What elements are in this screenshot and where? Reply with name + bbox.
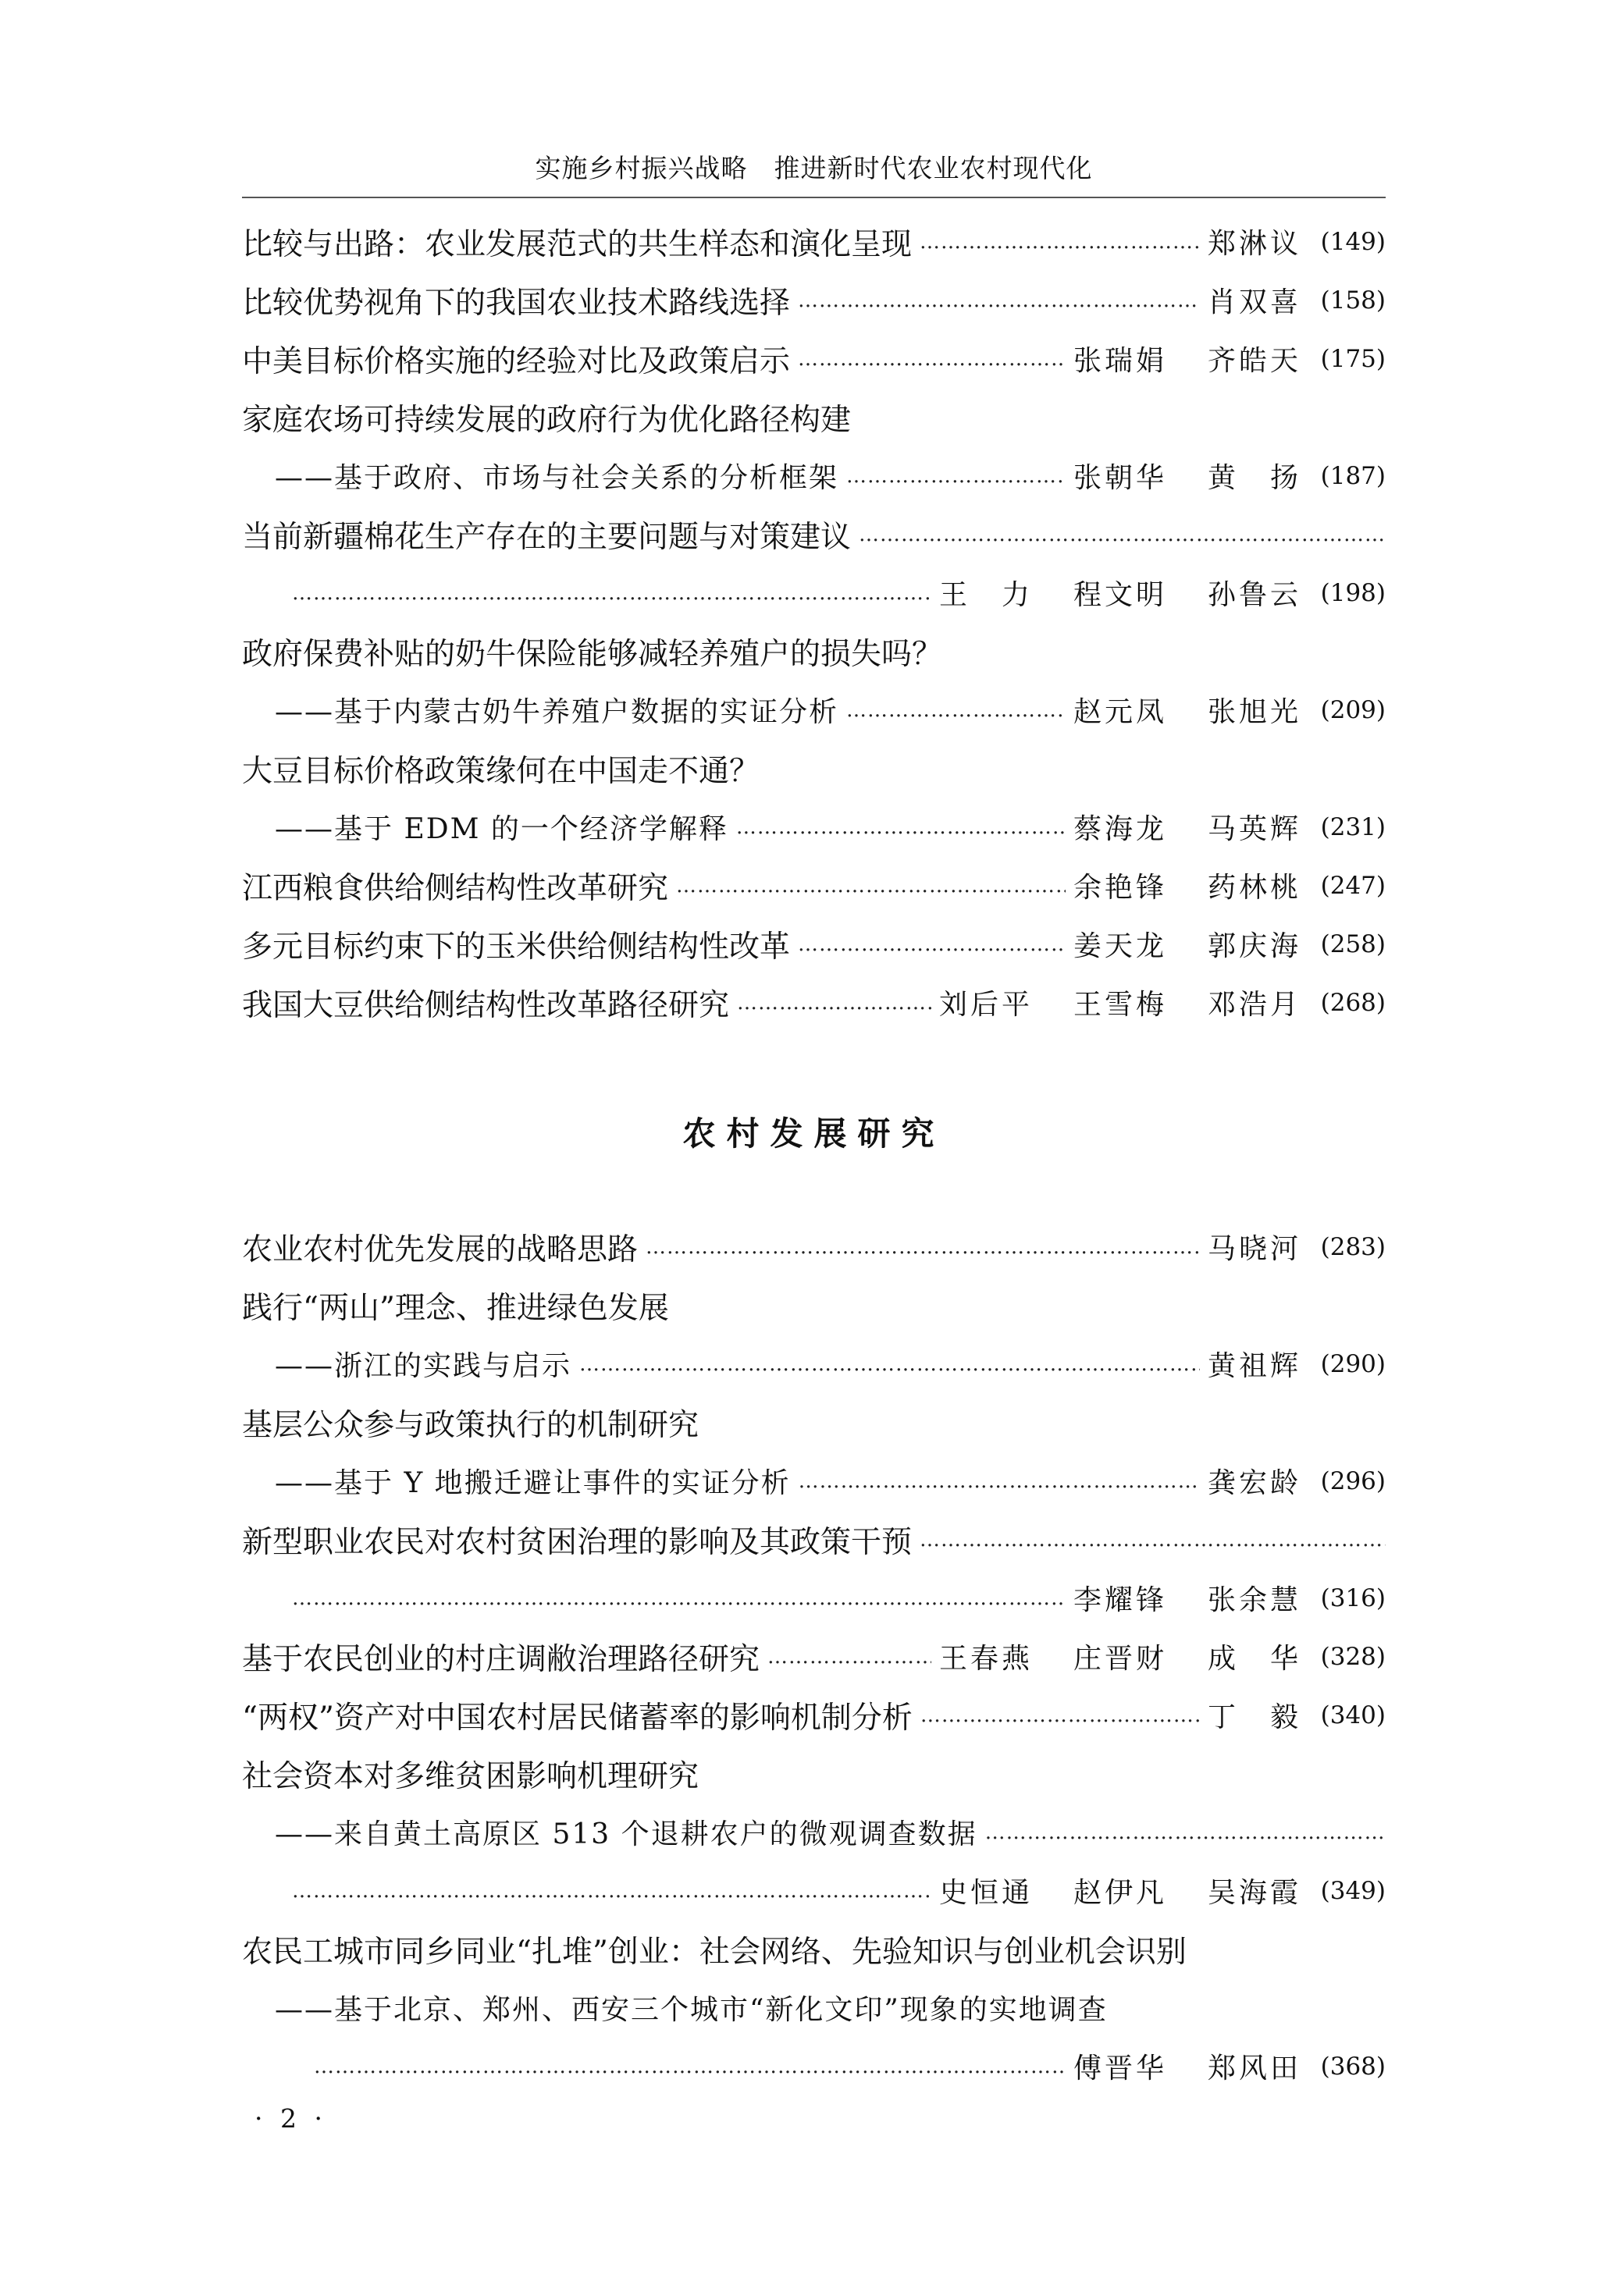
entry-page: (283)	[1320, 1232, 1386, 1261]
toc-entry-continued[interactable]	[242, 681, 1386, 739]
page-number: · 2 ·	[254, 2103, 327, 2134]
toc-entry-continued[interactable]	[242, 1452, 1386, 1510]
entry-page: (247)	[1320, 871, 1386, 900]
entry-page: (328)	[1320, 1642, 1386, 1671]
author: 傅晋华	[1073, 2053, 1167, 2085]
toc-entry[interactable]	[242, 622, 1386, 681]
author: 郑淋议	[1207, 228, 1301, 260]
leader-dots	[920, 1704, 1200, 1727]
entry-page: (198)	[1320, 578, 1386, 607]
author: 马晓河	[1207, 1233, 1301, 1265]
entry-authors	[1208, 1695, 1301, 1735]
author: 庄晋财	[1073, 1643, 1167, 1675]
entry-subtitle: ——基于北京、郑州、西安三个城市“新化文印”现象的实地调查	[275, 1994, 1108, 2026]
entry-authors	[939, 983, 1301, 1022]
entry-title: 基层公众参与政策执行的机制研究	[242, 1407, 699, 1443]
leader-dots	[846, 464, 1066, 488]
author: 王 力	[938, 579, 1033, 611]
toc-entry[interactable]	[242, 1744, 1386, 1803]
author: 张余慧	[1207, 1584, 1301, 1616]
entry-authors	[1208, 222, 1301, 261]
leader-dots	[798, 347, 1066, 371]
toc-entry[interactable]	[242, 739, 1386, 798]
toc-entry-continued[interactable]	[242, 1335, 1386, 1393]
entry-title: 当前新疆棉花生产存在的主要问题与对策建议	[242, 519, 852, 555]
toc-entry[interactable]	[242, 1217, 1386, 1276]
toc-entry[interactable]	[242, 388, 1386, 446]
author: 孙鲁云	[1207, 579, 1301, 611]
leader-dots	[920, 1528, 1386, 1551]
author: 张旭光	[1207, 696, 1301, 728]
toc-entry-continued[interactable]	[242, 446, 1386, 505]
toc-entry[interactable]	[242, 1393, 1386, 1452]
entry-title: 比较优势视角下的我国农业技术路线选择	[242, 285, 791, 321]
author: 姜天龙	[1073, 930, 1167, 962]
entry-title: 基于农民创业的村庄调敝治理路径研究	[242, 1641, 760, 1677]
leader-dots	[767, 1645, 931, 1669]
entry-title: 大豆目标价格政策缘何在中国走不通？	[242, 753, 760, 789]
author: 邓浩月	[1207, 989, 1301, 1021]
author: 肖双喜	[1207, 286, 1301, 318]
leader-dots	[798, 933, 1066, 956]
toc-entry[interactable]	[242, 505, 1386, 563]
author: 齐皓天	[1207, 345, 1301, 377]
leader-dots	[292, 1879, 931, 1903]
author: 郭庆海	[1207, 930, 1301, 962]
entry-page: (290)	[1320, 1349, 1386, 1378]
toc-entry-continued[interactable]	[242, 1569, 1386, 1627]
entry-authors	[1073, 2046, 1301, 2086]
toc-entry[interactable]	[242, 271, 1386, 329]
toc-entry[interactable]	[242, 1510, 1386, 1569]
entry-authors	[1073, 865, 1301, 905]
author: 赵伊凡	[1073, 1877, 1167, 1909]
author: 成 华	[1207, 1643, 1301, 1675]
entry-title: 农民工城市同乡同业“扎堆”创业：社会网络、先验知识与创业机会识别	[242, 1934, 1187, 1970]
entry-page: (231)	[1320, 812, 1386, 841]
author: 黄祖辉	[1207, 1350, 1301, 1382]
toc-entry[interactable]	[242, 212, 1386, 271]
entry-title: 中美目标价格实施的经验对比及政策启示	[242, 343, 791, 379]
entry-authors	[1208, 1344, 1301, 1384]
author: 药林桃	[1207, 872, 1301, 904]
toc-entry-continued[interactable]	[242, 1861, 1386, 1920]
leader-dots	[292, 1587, 1066, 1610]
entry-page: (296)	[1320, 1466, 1386, 1495]
section-heading: 农村发展研究	[682, 1114, 945, 1153]
entry-page: (349)	[1320, 1876, 1386, 1905]
entry-authors	[1073, 339, 1301, 379]
entry-title: 农业农村优先发展的战略思路	[242, 1232, 639, 1267]
entry-authors	[1073, 690, 1301, 730]
author: 张瑞娟	[1073, 345, 1167, 377]
leader-dots	[736, 816, 1066, 839]
toc-entry-continued[interactable]	[242, 563, 1386, 622]
entry-title: 新型职业农民对农村贫困治理的影响及其政策干预	[242, 1524, 913, 1560]
entry-title: 家庭农场可持续发展的政府行为优化路径构建	[242, 402, 852, 438]
entry-page: (158)	[1320, 286, 1386, 315]
author: 丁 毅	[1207, 1701, 1301, 1733]
entry-title: 比较与出路：农业发展范式的共生样态和演化呈现	[242, 226, 913, 262]
toc-entry-continued[interactable]	[242, 2037, 1386, 2095]
entry-authors	[1208, 280, 1301, 320]
toc-entry[interactable]	[242, 856, 1386, 915]
entry-authors	[1208, 1227, 1301, 1267]
toc-entry-continued[interactable]	[242, 1978, 1386, 2037]
entry-subtitle: ——浙江的实践与启示	[275, 1350, 572, 1382]
running-header: 实施乡村振兴战略 推进新时代农业农村现代化	[535, 153, 1093, 183]
entry-subtitle: ——基于政府、市场与社会关系的分析框架	[275, 462, 839, 494]
author: 龚宏龄	[1207, 1467, 1301, 1499]
author: 张朝华	[1073, 462, 1167, 494]
author: 王春燕	[938, 1643, 1033, 1675]
entry-title: 我国大豆供给侧结构性改革路径研究	[242, 987, 730, 1023]
entry-authors	[939, 1637, 1301, 1676]
leader-dots	[676, 874, 1066, 897]
leader-dots	[985, 1821, 1386, 1844]
leader-dots	[846, 698, 1066, 722]
leader-dots	[798, 289, 1200, 312]
leader-dots	[737, 991, 931, 1015]
header-rule	[242, 197, 1386, 198]
author: 黄 扬	[1207, 462, 1301, 494]
author: 李耀锋	[1073, 1584, 1167, 1616]
toc-entry[interactable]	[242, 1276, 1386, 1335]
entry-title: 践行“两山”理念、推进绿色发展	[242, 1290, 669, 1326]
toc-entry[interactable]	[242, 973, 1386, 1032]
entry-authors	[1073, 1578, 1301, 1618]
toc-entry[interactable]	[242, 1920, 1386, 1978]
author: 赵元凤	[1073, 696, 1167, 728]
entry-authors	[1073, 924, 1301, 964]
entry-title: 政府保费补贴的奶牛保险能够减轻养殖户的损失吗？	[242, 636, 943, 672]
leader-dots	[920, 230, 1200, 254]
author: 程文明	[1073, 579, 1167, 611]
entry-authors	[939, 573, 1301, 613]
leader-dots	[859, 523, 1386, 546]
entry-authors	[1073, 807, 1301, 847]
entry-title: “两权”资产对中国农村居民储蓄率的影响机制分析	[242, 1700, 913, 1736]
author: 蔡海龙	[1073, 813, 1167, 845]
leader-dots	[314, 2055, 1066, 2078]
entry-title: 社会资本对多维贫困影响机理研究	[242, 1758, 699, 1794]
entry-page: (368)	[1320, 2052, 1386, 2081]
entry-authors	[939, 1871, 1301, 1910]
entry-authors	[1073, 456, 1301, 496]
toc-entry-continued[interactable]	[242, 1803, 1386, 1861]
entry-title: 多元目标约束下的玉米供给侧结构性改革	[242, 929, 791, 965]
toc-entry[interactable]	[242, 1627, 1386, 1686]
author: 余艳锋	[1073, 872, 1167, 904]
entry-page: (340)	[1320, 1701, 1386, 1729]
entry-page: (209)	[1320, 695, 1386, 724]
toc-entry-continued[interactable]	[242, 798, 1386, 856]
entry-subtitle: ——基于 EDM 的一个经济学解释	[275, 813, 728, 845]
author: 刘后平	[938, 989, 1033, 1021]
leader-dots	[646, 1235, 1200, 1259]
entry-page: (268)	[1320, 988, 1386, 1017]
toc-entry[interactable]	[242, 1686, 1386, 1744]
author: 史恒通	[938, 1877, 1033, 1909]
entry-subtitle: ——基于 Y 地搬迁避让事件的实证分析	[275, 1467, 791, 1499]
entry-page: (187)	[1320, 461, 1386, 490]
entry-page: (258)	[1320, 929, 1386, 958]
author: 马英辉	[1207, 813, 1301, 845]
entry-subtitle: ——基于内蒙古奶牛养殖户数据的实证分析	[275, 696, 839, 728]
author: 郑风田	[1207, 2053, 1301, 2085]
entry-title: 江西粮食供给侧结构性改革研究	[242, 870, 669, 906]
entry-page: (149)	[1320, 227, 1386, 256]
author: 吴海霞	[1207, 1877, 1301, 1909]
entry-subtitle: ——来自黄土高原区 513 个退耕农户的微观调查数据	[275, 1818, 977, 1850]
entry-page: (316)	[1320, 1583, 1386, 1612]
toc-top	[242, 212, 1386, 1032]
leader-dots	[292, 581, 931, 605]
author: 王雪梅	[1073, 989, 1167, 1021]
leader-dots	[579, 1352, 1200, 1376]
toc-entry[interactable]	[242, 915, 1386, 973]
toc-bottom	[242, 1217, 1386, 2095]
entry-page: (175)	[1320, 344, 1386, 373]
leader-dots	[799, 1470, 1200, 1493]
toc-entry[interactable]	[242, 329, 1386, 388]
entry-authors	[1208, 1461, 1301, 1501]
